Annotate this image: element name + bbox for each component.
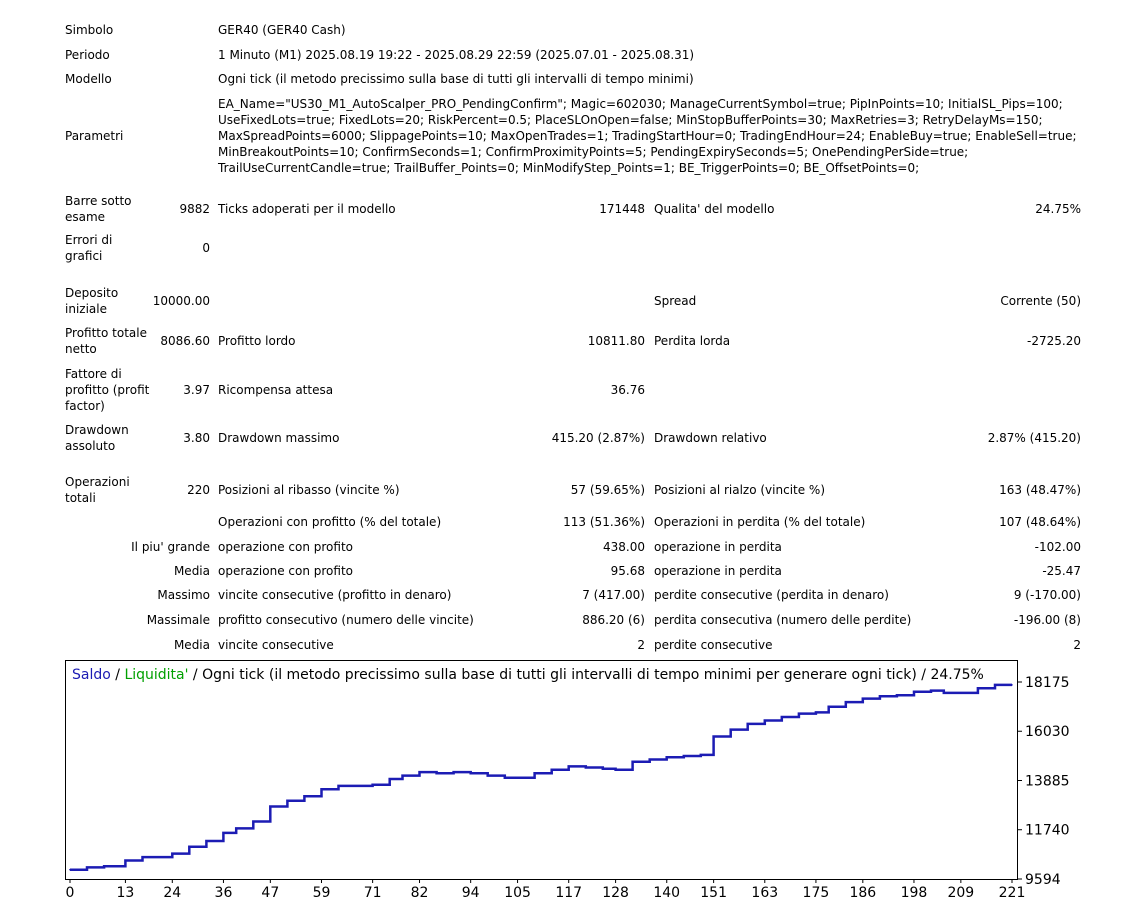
x-tick-label: 0 — [65, 885, 75, 901]
expected-payoff-label: Ricompensa attesa — [218, 383, 334, 397]
period-label: Periodo — [65, 48, 110, 62]
max-consec-losses-value: 9 (-170.00) — [1013, 588, 1081, 602]
data-point — [436, 772, 438, 774]
data-point — [977, 688, 979, 690]
chart-legend-sep: / — [110, 667, 125, 683]
model-label: Modello — [65, 72, 112, 86]
chart-title — [72, 667, 984, 683]
errors-value: 0 — [202, 241, 210, 255]
data-point — [372, 784, 374, 786]
data-point — [649, 759, 651, 761]
data-point — [287, 800, 289, 802]
loss-ops-label: Operazioni in perdita (% del totale) — [654, 515, 866, 529]
chart-legend-saldo: Saldo — [72, 667, 111, 683]
total-ops-label: Operazioni totali — [65, 475, 130, 505]
maximal-consec-loss-value: -196.00 (8) — [1013, 613, 1081, 627]
y-tick-label: 9594 — [1025, 872, 1061, 888]
x-tick-label: 163 — [751, 885, 779, 901]
data-point — [103, 865, 105, 867]
avg-consec-losses-label: perdite consecutive — [654, 638, 773, 652]
y-tick-label: 18175 — [1025, 675, 1070, 691]
data-point — [730, 729, 732, 731]
data-point — [235, 828, 237, 830]
gross-loss-value: -2725.20 — [1027, 334, 1081, 348]
x-tick-label: 175 — [802, 885, 830, 901]
x-tick-label: 105 — [504, 885, 531, 901]
params-label: Parametri — [65, 129, 124, 143]
data-point — [252, 821, 254, 823]
params-line: TrailUseCurrentCandle=true; TrailBuffer_Points=0; MinModifyStep_Points=1; BE_TriggerPoints=0; BE_OffsetPoints=0; — [218, 161, 920, 175]
data-point — [798, 713, 800, 715]
gross-loss-label: Perdita lorda — [654, 334, 731, 348]
symbol-value: GER40 (GER40 Cash) — [218, 23, 346, 37]
errors-label: Errori di grafici — [65, 233, 113, 263]
largest-label: Il piu' grande — [131, 540, 210, 554]
data-point — [602, 768, 604, 770]
balance-chart — [65, 660, 1075, 905]
data-point — [517, 777, 519, 779]
dd-max-label: Drawdown massimo — [218, 431, 340, 445]
data-point — [487, 775, 489, 777]
quality-label: Qualita' del modello — [654, 202, 775, 216]
data-point — [615, 769, 617, 771]
data-point — [960, 692, 962, 694]
data-point — [206, 840, 208, 842]
data-point — [828, 706, 830, 708]
x-tick-label: 36 — [214, 885, 233, 901]
max-consec-losses-label: perdite consecutive (perdita in denaro) — [654, 588, 889, 602]
data-point — [470, 772, 472, 774]
x-tick-label: 140 — [653, 885, 681, 901]
avg-consec-wins-value: 2 — [637, 638, 645, 652]
data-point — [994, 684, 996, 686]
max-consec-wins-label: vincite consecutive (profitto in denaro) — [218, 588, 452, 602]
profit-factor-label: Fattore di profitto (profit factor) — [65, 367, 150, 413]
data-point — [551, 769, 553, 771]
avg-consec-wins-label: vincite consecutive — [218, 638, 334, 652]
data-point — [666, 756, 668, 758]
data-point — [389, 778, 391, 780]
quality-value: 24.75% — [1035, 202, 1081, 216]
data-point — [453, 771, 455, 773]
short-positions-value: 57 (59.65%) — [570, 483, 645, 497]
bars-label: Barre sotto esame — [65, 194, 132, 224]
data-point — [86, 867, 88, 869]
data-point — [781, 716, 783, 718]
data-point — [896, 694, 898, 696]
data-point — [338, 785, 340, 787]
data-point — [568, 766, 570, 768]
data-point — [171, 853, 173, 855]
dd-relative-label: Drawdown relativo — [654, 431, 767, 445]
dd-relative-value: 2.87% (415.20) — [987, 431, 1081, 445]
data-point — [1011, 684, 1013, 686]
x-tick-label: 94 — [461, 885, 480, 901]
x-tick-label: 71 — [363, 885, 382, 901]
maximum-label: Massimo — [157, 588, 210, 602]
data-point — [125, 860, 127, 862]
ticks-label: Ticks adoperati per il modello — [218, 202, 396, 216]
spread-label: Spread — [654, 294, 697, 308]
data-point — [402, 775, 404, 777]
data-point — [159, 856, 161, 858]
chart-title-rest: / Ogni tick (il metodo precissimo sulla base di tutti gli intervalli di tempo minimi per generare ogni tick) / 24.75% — [188, 667, 984, 683]
y-tick-label: 13885 — [1025, 773, 1070, 790]
model-value: Ogni tick (il metodo precissimo sulla base di tutti gli intervalli di tempo minimi) — [218, 72, 694, 86]
bars-value: 9882 — [179, 202, 210, 216]
data-point — [815, 712, 817, 714]
avg-consec-label: Media — [173, 638, 210, 652]
data-point — [585, 767, 587, 769]
data-point — [504, 777, 506, 779]
avg-win-label: operazione con profito — [218, 564, 353, 578]
expected-payoff-value: 36.76 — [610, 383, 645, 397]
short-positions-label: Posizioni al ribasso (vincite %) — [218, 483, 400, 497]
x-tick-label: 13 — [116, 885, 135, 901]
x-tick-label: 209 — [947, 885, 975, 901]
params-line: MinBreakoutPoints=10; ConfirmSeconds=1; ConfirmProximityPoints=5; PendingExpirySeconds=5; OnePendingPerSide=true; — [218, 145, 969, 159]
gross-profit-value: 10811.80 — [587, 334, 645, 348]
deposit-value: 10000.00 — [152, 294, 210, 308]
data-point — [189, 846, 191, 848]
data-point — [930, 690, 932, 692]
largest-loss-label: operazione in perdita — [654, 540, 782, 554]
chart-frame — [66, 661, 1018, 880]
symbol-label: Simbolo — [65, 23, 114, 37]
y-tick-label: 16030 — [1025, 724, 1070, 741]
maximal-consec-loss-label: perdita consecutiva (numero delle perdite) — [654, 613, 912, 627]
x-tick-label: 82 — [410, 885, 429, 901]
data-point — [845, 701, 847, 703]
data-point — [747, 723, 749, 725]
x-tick-label: 151 — [700, 885, 727, 901]
data-point — [862, 698, 864, 700]
long-positions-label: Posizioni al rialzo (vincite %) — [654, 483, 826, 497]
x-tick-label: 59 — [312, 885, 331, 901]
gross-profit-label: Profitto lordo — [218, 334, 296, 348]
avg-loss-label: operazione in perdita — [654, 564, 782, 578]
max-consec-wins-value: 7 (417.00) — [582, 588, 645, 602]
maximal-consec-profit-value: 886.20 (6) — [582, 613, 645, 627]
win-ops-value: 113 (51.36%) — [563, 515, 645, 529]
period-value: 1 Minuto (M1) 2025.08.19 19:22 - 2025.08.29 22:59 (2025.07.01 - 2025.08.31) — [218, 48, 695, 62]
data-point — [683, 755, 685, 757]
data-point — [913, 691, 915, 693]
data-point — [943, 692, 945, 694]
spread-value: Corrente (50) — [1000, 294, 1081, 308]
x-tick-label: 47 — [261, 885, 280, 901]
maximal-label: Massimale — [146, 613, 210, 627]
loss-ops-value: 107 (48.64%) — [999, 515, 1081, 529]
data-point — [764, 720, 766, 722]
profit-factor-value: 3.97 — [183, 383, 210, 397]
long-positions-value: 163 (48.47%) — [999, 483, 1081, 497]
avg-loss-value: -25.47 — [1042, 564, 1081, 578]
dd-absolute-value: 3.80 — [183, 431, 210, 445]
maximal-consec-profit-label: profitto consecutivo (numero delle vincite) — [218, 613, 474, 627]
dd-max-value: 415.20 (2.87%) — [551, 431, 645, 445]
total-ops-value: 220 — [187, 483, 210, 497]
data-point — [700, 754, 702, 756]
data-point — [142, 856, 144, 858]
params-line: UseFixedLots=true; FixedLots=20; RiskPercent=0.5; PlaceSLOnOpen=false; MinStopBufferPoints=30; MaxRetries=3; RetryDelayMs=150; — [218, 113, 1043, 127]
avg-win-value: 95.68 — [610, 564, 645, 578]
data-point — [419, 771, 421, 773]
deposit-label: Deposito iniziale — [65, 286, 119, 316]
win-ops-label: Operazioni con profitto (% del totale) — [218, 515, 442, 529]
params-line: MaxSpreadPoints=6000; SlippagePoints=10; MaxOpenTrades=1; TradingStartHour=0; TradingEndHour=24; EnableBuy=true; EnableSell=true; — [218, 129, 1077, 143]
data-point — [304, 795, 306, 797]
data-point — [713, 736, 715, 738]
data-point — [879, 696, 881, 698]
data-point — [632, 761, 634, 763]
x-tick-label: 117 — [555, 885, 583, 901]
largest-win-value: 438.00 — [603, 540, 645, 554]
dd-absolute-label: Drawdown assoluto — [65, 423, 129, 453]
x-tick-label: 24 — [163, 885, 182, 901]
x-tick-label: 128 — [602, 885, 629, 901]
net-profit-value: 8086.60 — [160, 334, 210, 348]
average-label: Media — [173, 564, 210, 578]
x-tick-label: 221 — [998, 885, 1026, 901]
largest-win-label: operazione con profito — [218, 540, 353, 554]
x-tick-label: 186 — [849, 885, 877, 901]
data-point — [270, 806, 272, 808]
data-point — [321, 789, 323, 791]
avg-consec-losses-value: 2 — [1073, 638, 1081, 652]
data-point — [534, 772, 536, 774]
params-line: EA_Name="US30_M1_AutoScalper_PRO_PendingConfirm"; Magic=602030; ManageCurrentSymbol=true; PipInPoints=10; InitialSL_Pips=100; — [218, 97, 1063, 111]
ticks-value: 171448 — [599, 202, 645, 216]
x-tick-label: 198 — [900, 885, 928, 901]
data-point — [223, 832, 225, 834]
net-profit-label: Profitto totale netto — [65, 326, 147, 356]
data-point — [69, 869, 71, 871]
largest-loss-value: -102.00 — [1034, 540, 1081, 554]
y-tick-label: 11740 — [1025, 822, 1070, 839]
data-point — [355, 785, 357, 787]
chart-legend-liquidita: Liquidita' — [124, 667, 189, 683]
